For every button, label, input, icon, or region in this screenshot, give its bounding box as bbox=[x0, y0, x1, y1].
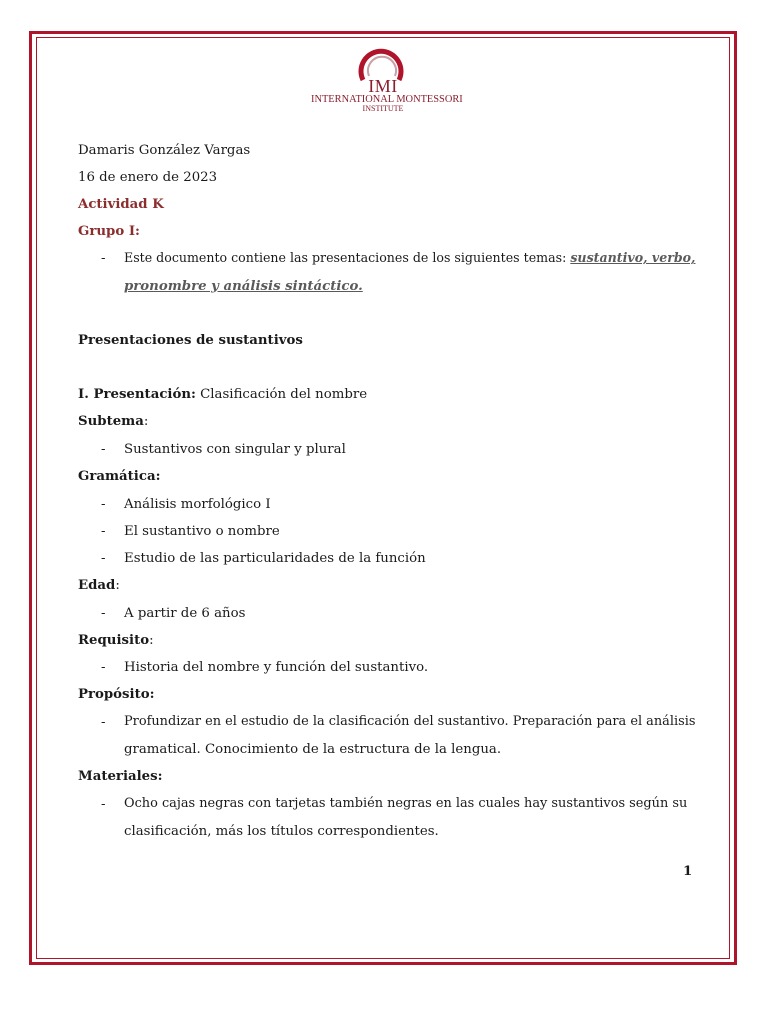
materiales-heading: Materiales: bbox=[78, 769, 163, 784]
requisito-item: Historia del nombre y función del sustantivo. bbox=[124, 660, 429, 675]
list-bullet: - bbox=[101, 251, 106, 266]
list-bullet: - bbox=[101, 497, 106, 512]
subtema-colon: : bbox=[143, 414, 149, 429]
subtema-label: Subtema bbox=[78, 414, 144, 429]
gramatica-heading: Gramática: bbox=[78, 469, 161, 484]
list-bullet: - bbox=[101, 606, 106, 621]
logo-mark: IMI bbox=[368, 76, 398, 96]
document-date: 16 de enero de 2023 bbox=[78, 170, 218, 185]
page-number: 1 bbox=[683, 864, 693, 879]
list-bullet: - bbox=[101, 715, 106, 730]
proposito-line-1: Profundizar en el estudio de la clasificación del sustantivo. Preparación para el análisis bbox=[124, 714, 696, 729]
requisito-heading bbox=[78, 634, 154, 647]
materiales-line-2: clasificación, más los títulos correspondientes. bbox=[124, 824, 439, 839]
edad-colon: : bbox=[115, 578, 120, 593]
presentation-label: I. Presentación: bbox=[78, 387, 196, 402]
proposito-heading: Propósito: bbox=[78, 687, 155, 702]
edad-heading bbox=[78, 579, 120, 592]
author-name: Damaris González Vargas bbox=[78, 143, 251, 158]
intro-text bbox=[124, 252, 695, 265]
list-bullet: - bbox=[101, 660, 106, 675]
imi-logo bbox=[311, 46, 463, 122]
intro-lead: Este documento contiene las presentaciones de los siguientes temas: bbox=[124, 250, 571, 265]
gramatica-item: Análisis morfológico I bbox=[124, 497, 271, 512]
intro-topics-1: sustantivo, verbo, bbox=[570, 250, 696, 265]
requisito-label: Requisito bbox=[78, 633, 150, 648]
gramatica-item: Estudio de las particularidades de la función bbox=[124, 551, 426, 566]
section-title: Presentaciones de sustantivos bbox=[78, 333, 303, 348]
gramatica-item: El sustantivo o nombre bbox=[124, 524, 280, 539]
logo-line2: INSTITUTE bbox=[362, 104, 404, 113]
edad-label: Edad bbox=[78, 578, 116, 593]
materiales-line-1: Ocho cajas negras con tarjetas también negras en las cuales hay sustantivos según su bbox=[124, 796, 688, 811]
list-bullet: - bbox=[101, 797, 106, 812]
logo-line1: INTERNATIONAL MONTESSORI bbox=[311, 94, 463, 105]
requisito-colon: : bbox=[149, 633, 154, 648]
subtema-heading bbox=[78, 415, 148, 428]
list-bullet: - bbox=[101, 524, 106, 539]
list-bullet: - bbox=[101, 551, 106, 566]
edad-item: A partir de 6 años bbox=[124, 606, 246, 621]
activity-title: Actividad K bbox=[78, 197, 164, 212]
group-title: Grupo I: bbox=[78, 224, 140, 239]
proposito-line-2: gramatical. Conocimiento de la estructura de la lengua. bbox=[124, 742, 502, 757]
list-bullet: - bbox=[101, 442, 106, 457]
presentation-line bbox=[78, 388, 367, 401]
subtema-item: Sustantivos con singular y plural bbox=[124, 442, 346, 457]
presentation-value: Clasificación del nombre bbox=[195, 387, 368, 402]
intro-topics-2: pronombre y análisis sintáctico. bbox=[124, 279, 363, 294]
